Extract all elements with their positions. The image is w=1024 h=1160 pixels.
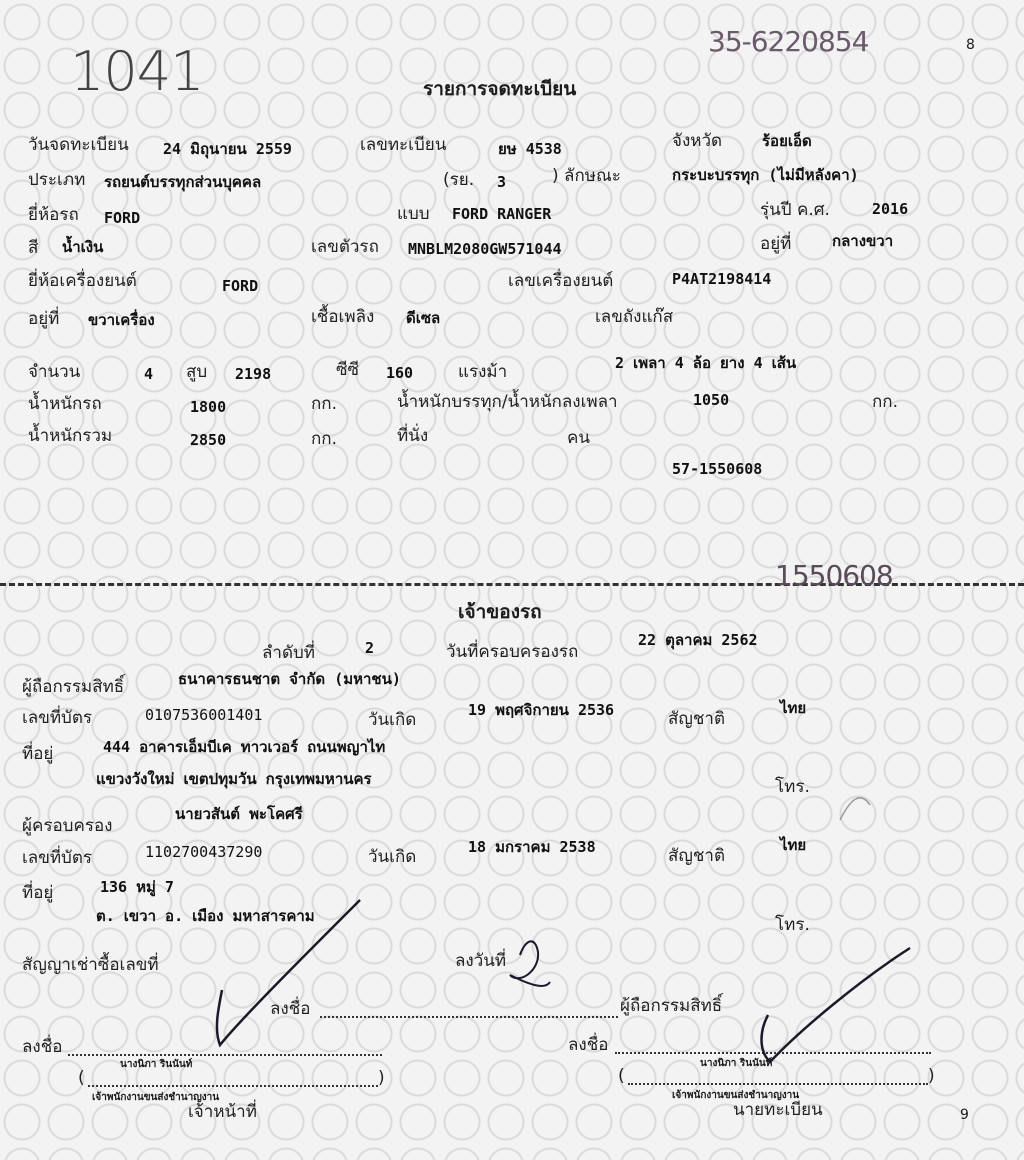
chassis-loc-label: อยู่ที่ [760,234,792,254]
paren-right: ( [618,1066,625,1086]
style: กระบะบรรทุก (ไม่มีหลังคา) [672,166,859,184]
engine-brand-label: ยี่ห้อเครื่องยนต์ [28,271,137,291]
count: 4 [144,365,154,383]
address2-line-2: ต. เขวา อ. เมือง มหาสารคาม [96,907,315,925]
model: FORD RANGER [452,205,552,223]
address-line-1: 444 อาคารเอ็มบีเค ทาวเวอร์ ถนนพญาไท [103,738,386,756]
signed-date-label: ลงวันที่ [455,951,507,971]
count-label: จำนวน [28,362,81,382]
cc-label: ซีซี [336,360,360,380]
birth-label: วันเกิด [368,710,417,730]
birth2: 18 มกราคม 2538 [468,838,596,856]
address-label: ที่อยู่ [22,744,54,764]
brand: FORD [104,209,141,227]
reg-date: 24 มิถุนายน 2559 [163,140,292,158]
axles: 2 เพลา 4 ล้อ ยาง 4 เส้น [615,354,797,372]
paren-right-close: ) [928,1066,935,1086]
year-label: รุ่นปี ค.ศ. [760,200,830,220]
engine-loc: ขวาเครื่อง [88,311,155,329]
brand-label: ยี่ห้อรถ [28,205,79,225]
nationality: ไทย [780,699,807,717]
engine-loc-label: อยู่ที่ [28,309,60,329]
holder-sign-label: ผู้ถือกรรมสิทธิ์ [620,996,723,1016]
cyl-label: สูบ [186,362,208,382]
province: ร้อยเอ็ด [762,132,812,150]
total: 2850 [190,431,227,449]
role-right-small: เจ้าพนักงานขนส่งชำนาญงาน [672,1090,800,1101]
id2-number: 1102700437290 [145,843,263,861]
name-right: นางนิภา รินนันท์ [700,1058,773,1069]
page-number-top: 8 [966,37,975,53]
weight-label: น้ำหนักรถ [28,394,102,414]
page-number-bottom: 9 [960,1107,969,1123]
kg-1: กก. [311,394,337,414]
style-label: ) ลักษณะ [552,166,621,186]
address2-line-1: 136 หมู่ 7 [100,878,174,896]
province-label: จังหวัด [672,131,723,151]
seq-label: ลำดับที่ [262,643,316,663]
engine-no: P4AT2198414 [672,270,772,288]
cc: 2198 [235,365,272,383]
model-label: แบบ [397,204,430,224]
sign-left-label: ลงชื่อ [22,1037,63,1057]
id2-label: เลขที่บัตร [22,848,93,868]
chassis: MNBLM2080GW571044 [408,240,562,258]
year: 2016 [872,200,909,218]
fuel: ดีเซล [406,309,441,327]
possessor: นายวสันต์ พะโคศรี [175,805,303,823]
nationality-label: สัญชาติ [668,709,725,729]
holder: ธนาคารธนชาต จำกัด (มหาชน) [178,670,401,688]
color-label: สี [28,238,39,258]
ry: 3 [497,173,507,191]
ry-label: (รย. [443,170,475,190]
kg-3: กก. [311,429,337,449]
weight: 1800 [190,398,227,416]
gas-label: เลขถังแก๊ส [595,307,674,327]
engine-brand: FORD [222,277,259,295]
handwritten-number: 1041 [70,40,204,103]
load: 1050 [693,391,730,409]
signature-right [762,948,911,1062]
page-title: รายการจดทะเบียน [423,78,577,100]
stamp-number: 1550608 [775,559,893,592]
paren-left-close: ) [378,1068,385,1088]
sign-right-label: ลงชื่อ [568,1035,609,1055]
birth: 19 พฤศจิกายน 2536 [468,701,615,719]
kg-2: กก. [872,392,898,412]
owner-title: เจ้าของรถ [458,601,542,623]
role-left-small: เจ้าพนักงานขนส่งชำนาญงาน [92,1092,220,1103]
engine-no-label: เลขเครื่องยนต์ [508,271,614,291]
seat-unit: คน [567,428,590,448]
name-left: นางนิภา รินนันท์ [120,1059,193,1070]
contract-label: สัญญาเช่าซื้อเลขที่ [22,955,159,975]
possessor-label: ผู้ครอบครอง [22,816,113,836]
sign-label: ลงชื่อ [270,999,311,1019]
possess-date: 22 ตุลาคม 2562 [638,631,758,649]
possess-label: วันที่ครอบครองรถ [446,642,579,662]
officer-label: เจ้าหน้าที่ [188,1102,257,1122]
chassis-loc: กลางขวา [832,232,894,250]
color: น้ำเงิน [62,238,104,256]
load-label: น้ำหนักบรรทุก/น้ำหนักลงเพลา [397,392,618,412]
hp: 160 [386,364,414,382]
id-label: เลขที่บัตร [22,708,93,728]
nationality2-label: สัญชาติ [668,846,725,866]
seq: 2 [365,639,375,657]
fuel-label: เชื้อเพลิง [311,307,375,327]
hp-label: แรงม้า [458,362,508,382]
faint-mark [840,798,870,820]
tel2-label: โทร. [775,915,810,935]
tel-label: โทร. [775,777,810,797]
reg-date-label: วันจดทะเบียน [28,135,129,155]
plate-label: เลขทะเบียน [360,135,447,155]
signature-date [510,941,550,986]
total-label: น้ำหนักรวม [28,426,113,446]
chassis-label: เลขตัวรถ [311,237,379,257]
birth2-label: วันเกิด [368,847,417,867]
address-line-2: แขวงวังใหม่ เขตปทุมวัน กรุงเทพมหานคร [96,770,372,788]
id-number: 0107536001401 [145,706,263,724]
ref-no: 57-1550608 [672,460,763,478]
seat-label: ที่นั่ง [397,426,429,446]
plate: ยษ 4538 [498,140,562,158]
nationality2: ไทย [780,836,807,854]
registrar-label: นายทะเบียน [733,1100,823,1120]
type: รถยนต์บรรทุกส่วนบุคคล [104,173,262,191]
handwritten-ref: 35-6220854 [708,25,869,58]
type-label: ประเภท [28,170,86,190]
holder-label: ผู้ถือกรรมสิทธิ์ [22,677,125,697]
signature-left [217,900,360,1045]
address2-label: ที่อยู่ [22,883,54,903]
paren-left: ( [78,1068,85,1088]
